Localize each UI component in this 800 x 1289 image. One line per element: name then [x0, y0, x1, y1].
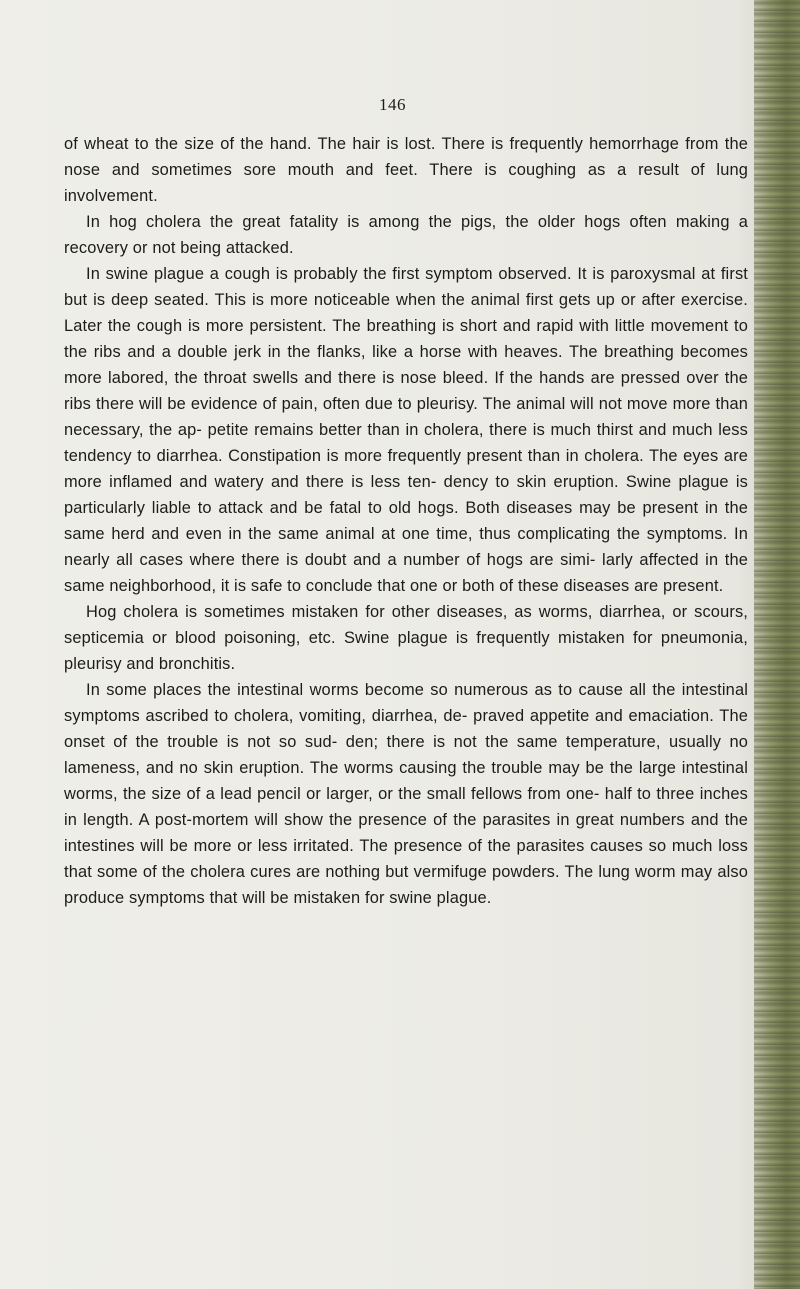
paragraph-5: In some places the intestinal worms become so numerous as to cause all the intestinal symptoms ascribed to cholera, vomiting, diarrhea, de- praved appetite and emaciation. The onset of the trouble is not so sud- den; there is not the same temperature, usually no lameness, and no skin eruption. The worms causing the trouble may be the large intestinal worms, the size of a lead pencil or larger, or the small fellows from one- half to three inches in length. A post-mortem will show the presence of the parasites in great numbers and the intestines will be more or less irritated. The presence of the parasites causes so much loss that some of the cholera cures are nothing but vermifuge powders. The lung worm may also produce symptoms that will be mistaken for swine plague.	[64, 681, 748, 907]
page-edge-shadow	[754, 0, 800, 1289]
paragraph-2: In hog cholera the great fatality is among the pigs, the older hogs often making a recovery or not being attacked.	[64, 213, 748, 257]
body-text	[64, 131, 748, 911]
paragraph-4: Hog cholera is sometimes mistaken for other diseases, as worms, diarrhea, or scours, septicemia or blood poisoning, etc. Swine plague is frequently mistaken for pneumonia, pleurisy and bronchitis.	[64, 603, 748, 673]
paragraph-1: of wheat to the size of the hand. The hair is lost. There is frequently hemorrhage from the nose and sometimes sore mouth and feet. There is coughing as a result of lung involvement.	[64, 135, 748, 205]
page-number: 146	[379, 95, 406, 114]
paragraph-3: In swine plague a cough is probably the first symptom observed. It is paroxysmal at first but is deep seated. This is more noticeable when the animal first gets up or after exercise. Later the cough is more persistent. The breathing is short and rapid with little movement to the ribs and a double jerk in the flanks, like a horse with heaves. The breathing becomes more labored, the throat swells and there is nose bleed. If the hands are pressed over the ribs there will be evidence of pain, often due to pleurisy. The animal will not move more than necessary, the ap- petite remains better than in cholera, there is much thirst and much less tendency to diarrhea. Constipation is more frequently present than in cholera. The eyes are more inflamed and watery and there is less ten- dency to skin eruption. Swine plague is particularly liable to attack and be fatal to old hogs. Both diseases may be present in the same herd and even in the same animal at one time, thus complicating the symptoms. In nearly all cases where there is doubt and a number of hogs are simi- larly affected in the same neighborhood, it is safe to conclude that one or both of these diseases are present.	[64, 265, 748, 595]
